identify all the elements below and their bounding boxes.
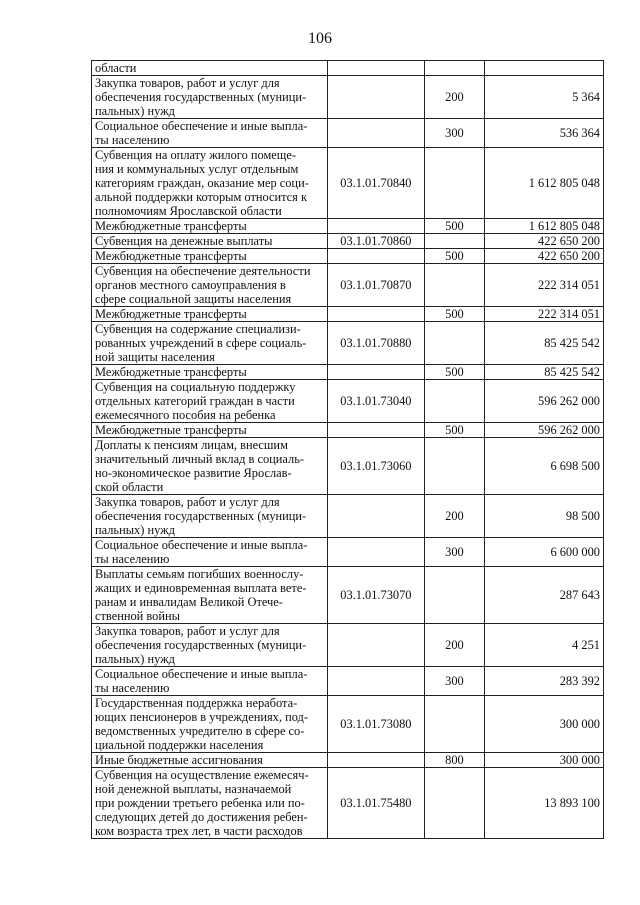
table-row bbox=[92, 249, 604, 264]
expense-name-line: полномочиям Ярославской области bbox=[95, 204, 282, 218]
amount-cell: 85 425 542 bbox=[485, 365, 604, 380]
expense-name-line: пальных) нужд bbox=[95, 652, 175, 666]
expense-type-cell: 500 bbox=[424, 423, 485, 438]
expense-type-cell: 500 bbox=[424, 307, 485, 322]
expense-name-cell bbox=[92, 567, 328, 624]
expense-type-cell: 300 bbox=[424, 119, 485, 148]
expense-name-line: Субвенция на оплату жилого помеще- bbox=[95, 148, 296, 162]
table-row bbox=[92, 76, 604, 119]
expense-name-cell bbox=[92, 61, 328, 76]
expense-type-cell bbox=[424, 696, 485, 753]
amount-cell: 300 000 bbox=[485, 696, 604, 753]
amount-cell: 98 500 bbox=[485, 495, 604, 538]
expense-type-cell: 200 bbox=[424, 495, 485, 538]
program-code-cell: 03.1.01.70840 bbox=[328, 148, 424, 219]
expense-name-line: Межбюджетные трансферты bbox=[95, 307, 247, 321]
expense-name-cell bbox=[92, 495, 328, 538]
expense-name-cell bbox=[92, 249, 328, 264]
expense-name-line: ственной войны bbox=[95, 609, 180, 623]
table-row bbox=[92, 365, 604, 380]
expense-name-line: ежемесячного пособия на ребенка bbox=[95, 408, 276, 422]
table-row bbox=[92, 119, 604, 148]
program-code-cell bbox=[328, 538, 424, 567]
expense-type-cell: 500 bbox=[424, 249, 485, 264]
expense-name-cell bbox=[92, 322, 328, 365]
expense-type-cell: 300 bbox=[424, 667, 485, 696]
table-row bbox=[92, 264, 604, 307]
expense-name-line: обеспечения государственных (муници- bbox=[95, 638, 307, 652]
program-code-cell bbox=[328, 423, 424, 438]
expense-type-cell bbox=[424, 438, 485, 495]
amount-cell: 1 612 805 048 bbox=[485, 219, 604, 234]
expense-name-cell bbox=[92, 696, 328, 753]
program-code-cell: 03.1.01.75480 bbox=[328, 768, 424, 839]
amount-cell: 222 314 051 bbox=[485, 264, 604, 307]
amount-cell: 300 000 bbox=[485, 753, 604, 768]
expense-name-line: ведомственных учредителю в сфере со- bbox=[95, 724, 305, 738]
expense-name-line: Закупка товаров, работ и услуг для bbox=[95, 624, 280, 638]
expense-name-line: пальных) нужд bbox=[95, 104, 175, 118]
expense-name-line: ранам и инвалидам Великой Отече- bbox=[95, 595, 283, 609]
table-row bbox=[92, 624, 604, 667]
program-code-cell: 03.1.01.70880 bbox=[328, 322, 424, 365]
table-row bbox=[92, 423, 604, 438]
expense-name-line: категориям граждан, оказание мер соци- bbox=[95, 176, 309, 190]
expense-name-line: Межбюджетные трансферты bbox=[95, 249, 247, 263]
expense-name-cell bbox=[92, 624, 328, 667]
program-code-cell: 03.1.01.73070 bbox=[328, 567, 424, 624]
expense-name-cell bbox=[92, 423, 328, 438]
budget-table bbox=[91, 60, 604, 839]
program-code-cell bbox=[328, 365, 424, 380]
amount-cell: 4 251 bbox=[485, 624, 604, 667]
expense-name-cell bbox=[92, 365, 328, 380]
program-code-cell: 03.1.01.70870 bbox=[328, 264, 424, 307]
amount-cell: 13 893 100 bbox=[485, 768, 604, 839]
expense-name-line: отдельных категорий граждан в части bbox=[95, 394, 295, 408]
program-code-cell bbox=[328, 119, 424, 148]
amount-cell: 6 698 500 bbox=[485, 438, 604, 495]
budget-table-body bbox=[92, 61, 604, 839]
amount-cell: 287 643 bbox=[485, 567, 604, 624]
program-code-cell bbox=[328, 219, 424, 234]
program-code-cell bbox=[328, 76, 424, 119]
table-row bbox=[92, 567, 604, 624]
program-code-cell bbox=[328, 624, 424, 667]
expense-type-cell: 200 bbox=[424, 624, 485, 667]
expense-type-cell bbox=[424, 61, 485, 76]
amount-cell: 6 600 000 bbox=[485, 538, 604, 567]
amount-cell: 422 650 200 bbox=[485, 234, 604, 249]
expense-type-cell bbox=[424, 380, 485, 423]
expense-name-line: Межбюджетные трансферты bbox=[95, 365, 247, 379]
expense-name-line: Субвенция на осуществление ежемесяч- bbox=[95, 768, 309, 782]
page-number: 106 bbox=[308, 30, 332, 47]
expense-name-line: Государственная поддержка неработа- bbox=[95, 696, 298, 710]
expense-type-cell bbox=[424, 768, 485, 839]
expense-name-cell bbox=[92, 76, 328, 119]
expense-name-line: альной поддержки которым относится к bbox=[95, 190, 308, 204]
program-code-cell bbox=[328, 307, 424, 322]
table-row bbox=[92, 322, 604, 365]
expense-name-line: следующих детей до достижения ребен- bbox=[95, 810, 308, 824]
expense-name-line: Субвенция на содержание специализи- bbox=[95, 322, 301, 336]
expense-name-line: но-экономическое развитие Ярослав- bbox=[95, 466, 292, 480]
expense-name-cell bbox=[92, 119, 328, 148]
expense-name-cell bbox=[92, 538, 328, 567]
expense-name-cell bbox=[92, 438, 328, 495]
amount-cell: 283 392 bbox=[485, 667, 604, 696]
expense-name-line: ющих пенсионеров в учреждениях, под- bbox=[95, 710, 308, 724]
expense-name-line: рованных учреждений в сфере социаль- bbox=[95, 336, 307, 350]
expense-name-cell bbox=[92, 667, 328, 696]
table-row bbox=[92, 380, 604, 423]
expense-name-line: Закупка товаров, работ и услуг для bbox=[95, 495, 280, 509]
table-row bbox=[92, 696, 604, 753]
expense-type-cell: 500 bbox=[424, 219, 485, 234]
expense-name-cell bbox=[92, 768, 328, 839]
table-row bbox=[92, 219, 604, 234]
program-code-cell: 03.1.01.73040 bbox=[328, 380, 424, 423]
expense-name-line: ты населению bbox=[95, 133, 170, 147]
expense-type-cell bbox=[424, 567, 485, 624]
expense-name-cell bbox=[92, 753, 328, 768]
expense-name-cell bbox=[92, 234, 328, 249]
expense-name-cell bbox=[92, 219, 328, 234]
expense-name-line: ком возраста трех лет, в части расходов bbox=[95, 824, 303, 838]
expense-name-line: обеспечения государственных (муници- bbox=[95, 509, 307, 523]
expense-name-cell bbox=[92, 307, 328, 322]
expense-name-line: обеспечения государственных (муници- bbox=[95, 90, 307, 104]
expense-name-line: жащих и единовременная выплата вете- bbox=[95, 581, 307, 595]
table-row bbox=[92, 495, 604, 538]
expense-name-line: сфере социальной защиты населения bbox=[95, 292, 292, 306]
table-row bbox=[92, 234, 604, 249]
amount-cell bbox=[485, 61, 604, 76]
expense-name-line: значительный личный вклад в социаль- bbox=[95, 452, 304, 466]
amount-cell: 536 364 bbox=[485, 119, 604, 148]
expense-type-cell bbox=[424, 234, 485, 249]
table-row bbox=[92, 753, 604, 768]
table-row bbox=[92, 148, 604, 219]
program-code-cell bbox=[328, 249, 424, 264]
expense-name-line: Закупка товаров, работ и услуг для bbox=[95, 76, 280, 90]
program-code-cell: 03.1.01.70860 bbox=[328, 234, 424, 249]
expense-name-line: Доплаты к пенсиям лицам, внесшим bbox=[95, 438, 288, 452]
expense-type-cell: 200 bbox=[424, 76, 485, 119]
program-code-cell bbox=[328, 753, 424, 768]
table-row bbox=[92, 61, 604, 76]
expense-name-cell bbox=[92, 380, 328, 423]
expense-name-line: ты населению bbox=[95, 552, 170, 566]
program-code-cell: 03.1.01.73080 bbox=[328, 696, 424, 753]
table-row bbox=[92, 768, 604, 839]
expense-name-line: при рождении третьего ребенка или по- bbox=[95, 796, 305, 810]
expense-name-line: Межбюджетные трансферты bbox=[95, 423, 247, 437]
amount-cell: 5 364 bbox=[485, 76, 604, 119]
expense-type-cell bbox=[424, 148, 485, 219]
expense-name-line: Иные бюджетные ассигнования bbox=[95, 753, 263, 767]
expense-name-line: ской области bbox=[95, 480, 164, 494]
expense-name-line: Субвенция на денежные выплаты bbox=[95, 234, 273, 248]
table-row bbox=[92, 438, 604, 495]
expense-name-line: ной защиты населения bbox=[95, 350, 215, 364]
expense-name-line: Социальное обеспечение и иные выпла- bbox=[95, 119, 308, 133]
expense-name-line: органов местного самоуправления в bbox=[95, 278, 286, 292]
expense-name-line: пальных) нужд bbox=[95, 523, 175, 537]
expense-name-line: Межбюджетные трансферты bbox=[95, 219, 247, 233]
expense-name-line: циальной поддержки населения bbox=[95, 738, 264, 752]
amount-cell: 596 262 000 bbox=[485, 380, 604, 423]
expense-name-line: ты населению bbox=[95, 681, 170, 695]
expense-type-cell bbox=[424, 264, 485, 307]
table-row bbox=[92, 307, 604, 322]
program-code-cell: 03.1.01.73060 bbox=[328, 438, 424, 495]
program-code-cell bbox=[328, 495, 424, 538]
expense-type-cell bbox=[424, 322, 485, 365]
expense-name-line: Социальное обеспечение и иные выпла- bbox=[95, 538, 308, 552]
expense-type-cell: 500 bbox=[424, 365, 485, 380]
table-row bbox=[92, 667, 604, 696]
table-row bbox=[92, 538, 604, 567]
expense-name-line: области bbox=[95, 61, 137, 75]
expense-type-cell: 800 bbox=[424, 753, 485, 768]
expense-name-line: Выплаты семьям погибших военнослу- bbox=[95, 567, 304, 581]
expense-name-line: Субвенция на обеспечение деятельности bbox=[95, 264, 311, 278]
expense-name-cell bbox=[92, 264, 328, 307]
expense-name-line: Субвенция на социальную поддержку bbox=[95, 380, 296, 394]
expense-name-line: ной денежной выплаты, назначаемой bbox=[95, 782, 292, 796]
expense-type-cell: 300 bbox=[424, 538, 485, 567]
expense-name-line: ния и коммунальных услуг отдельным bbox=[95, 162, 299, 176]
expense-name-line: Социальное обеспечение и иные выпла- bbox=[95, 667, 308, 681]
amount-cell: 85 425 542 bbox=[485, 322, 604, 365]
amount-cell: 596 262 000 bbox=[485, 423, 604, 438]
amount-cell: 222 314 051 bbox=[485, 307, 604, 322]
amount-cell: 422 650 200 bbox=[485, 249, 604, 264]
program-code-cell bbox=[328, 61, 424, 76]
amount-cell: 1 612 805 048 bbox=[485, 148, 604, 219]
expense-name-cell bbox=[92, 148, 328, 219]
program-code-cell bbox=[328, 667, 424, 696]
